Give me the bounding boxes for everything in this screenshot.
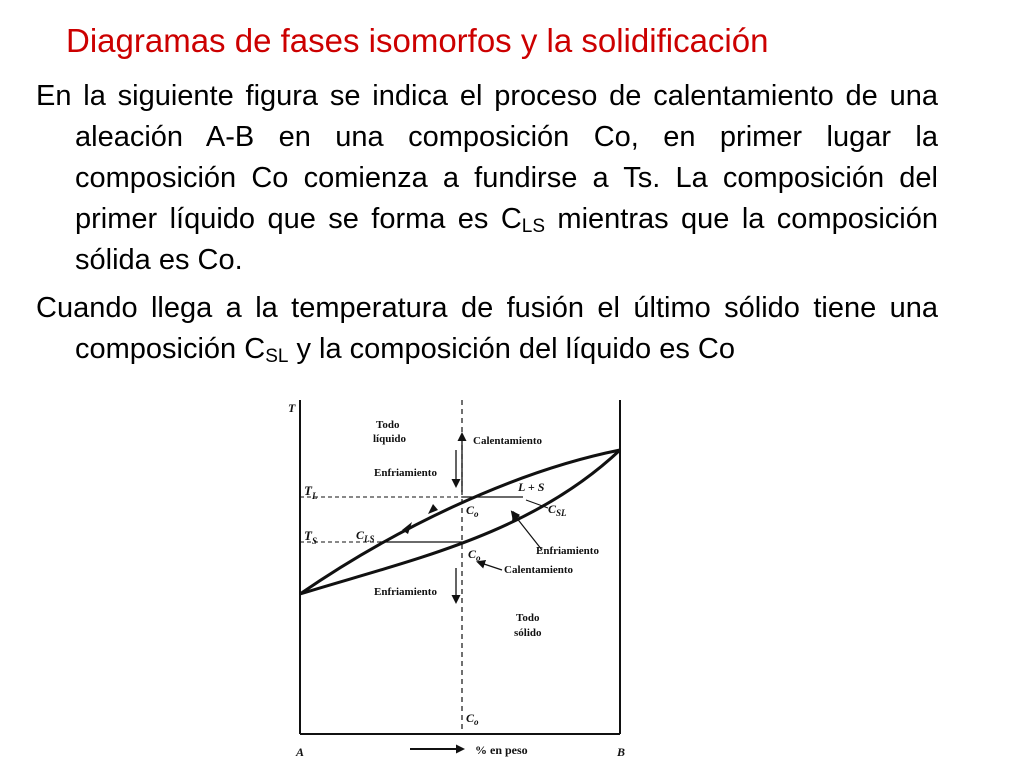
enfriamiento-right-label: Enfriamiento	[536, 545, 599, 557]
co-axis-label: $C_o$	[466, 711, 479, 727]
enfriamiento-top-label: Enfriamiento	[374, 467, 437, 479]
label-b: B	[617, 745, 626, 759]
cls-label: $C_{LS}$	[356, 528, 375, 544]
axis-y-label: T	[288, 401, 296, 415]
paragraph2-subscript-sl: SL	[265, 346, 289, 367]
arrow-on-solidus	[428, 504, 438, 514]
co-upper-label: $C_o$	[466, 503, 479, 519]
paragraph-heating-process	[36, 76, 938, 281]
paragraph1-text-a: En la siguiente figura se indica el proceso de calentamiento de una aleación A-B en una composición Co, en primer lugar la composición Co comienza a fundirse a Ts. La composición del primer líquido que se forma es C	[36, 80, 938, 235]
paragraph2-text-b: y la composición del líquido es Co	[288, 333, 735, 365]
paragraph-melting-temperature	[36, 288, 938, 370]
pointer-calentamiento-right	[478, 562, 502, 570]
paragraph1-subscript-ls: LS	[521, 216, 546, 237]
co-lower-label: $C_o$	[468, 547, 481, 563]
todo-liquido-label-1: Todo	[376, 419, 400, 431]
slide-title: Diagramas de fases isomorfos y la solidificación	[66, 22, 769, 59]
csl-label: $C_{SL}$	[548, 502, 567, 518]
label-a: A	[296, 745, 305, 759]
ts-label: $T_S$	[304, 528, 317, 546]
enfriamiento-bottom-label: Enfriamiento	[374, 586, 437, 598]
x-axis-label: % en peso	[475, 743, 528, 757]
paragraph2-text-a: Cuando llega a la temperatura de fusión el último sólido tiene una composición C	[36, 292, 938, 365]
tl-label: $T_L$	[304, 483, 318, 501]
calentamiento-top-label: Calentamiento	[473, 435, 543, 447]
calentamiento-right-label: Calentamiento	[504, 564, 574, 576]
todo-liquido-label-2: líquido	[373, 433, 407, 445]
todo-solido-label-1: Todo	[516, 612, 540, 624]
l-plus-s-label: L + S	[518, 480, 545, 494]
phase-diagram	[280, 390, 650, 762]
todo-solido-label-2: sólido	[514, 627, 542, 639]
paragraph1-text-b: mientras que la composición sólida es Co.	[75, 203, 938, 276]
